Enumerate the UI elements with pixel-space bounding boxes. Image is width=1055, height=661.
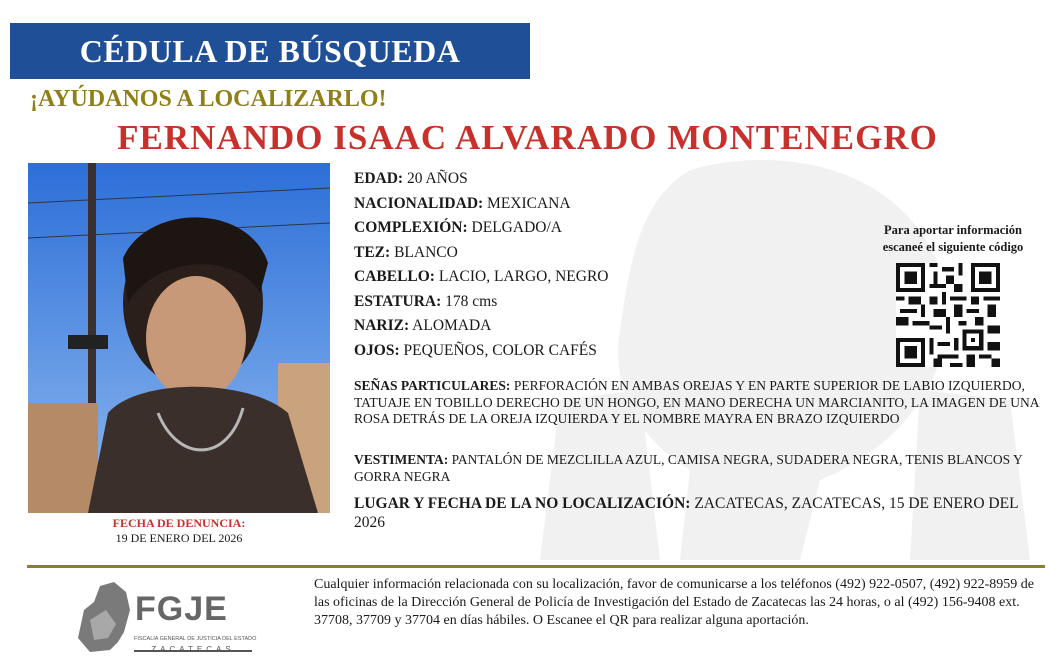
detail-label: TEZ:: [354, 243, 391, 261]
detail-label: OJOS:: [354, 341, 400, 359]
detail-value: PEQUEÑOS, COLOR CAFÉS: [403, 341, 597, 359]
distinguishing-marks: [354, 378, 1044, 428]
detail-nose: [354, 316, 834, 341]
detail-age: [354, 169, 834, 194]
detail-value: MEXICANA: [487, 194, 571, 212]
details-list: [354, 169, 834, 365]
person-name: FERNANDO ISAAC ALVARADO MONTENEGRO: [117, 118, 938, 157]
detail-value: 178 cms: [445, 292, 498, 310]
detail-value: LACIO, LARGO, NEGRO: [438, 268, 609, 285]
detail-value: ALOMADA: [412, 317, 492, 334]
person-photo: [28, 163, 330, 513]
marks-value: PERFORACIÓN EN AMBAS OREJAS Y EN PARTE SUPERIOR DE LABIO IZQUIERDO, TATUAJE EN TOBILLO DERECHO DE UN HONGO, EN MANO DERECHA UN MARCIANITO, LA IMAGEN DE UNA ROSA DETRÁS DE LA OREJA IZQUIERDA Y EL NOMBRE MAYRA EN BRAZO IZQUIERDO: [354, 378, 1039, 426]
clothing-value: PANTALÓN DE MEZCLILLA AZUL, CAMISA NEGRA, SUDADERA NEGRA, TENIS BLANCOS Y GORRA NEGRA: [354, 452, 1023, 484]
detail-label: ESTATURA:: [354, 292, 442, 310]
qr-caption-line: Para aportar información: [884, 223, 1022, 237]
tagline: ¡AYÚDANOS A LOCALIZARLO!: [30, 86, 387, 112]
last-seen-label: LUGAR Y FECHA DE LA NO LOCALIZACIÓN:: [354, 495, 691, 512]
detail-hair: [354, 267, 834, 292]
detail-build: [354, 218, 834, 243]
page-title: CÉDULA DE BÚSQUEDA: [79, 33, 461, 69]
detail-label: EDAD:: [354, 170, 404, 187]
last-seen: [354, 494, 1044, 532]
detail-value: 20 AÑOS: [406, 170, 468, 187]
detail-nationality: [354, 194, 834, 219]
detail-label: CABELLO:: [354, 268, 435, 285]
report-date-label: FECHA DE DENUNCIA:: [112, 516, 246, 530]
detail-height: [354, 292, 834, 317]
qr-code-icon[interactable]: [896, 263, 1000, 367]
qr-caption: [858, 222, 1048, 256]
logo-city: ZACATECAS: [151, 645, 235, 654]
detail-complexion: [354, 243, 834, 268]
marks-label: SEÑAS PARTICULARES:: [354, 378, 511, 393]
detail-value: DELGADO/A: [471, 219, 562, 236]
last-seen-value: ZACATECAS, ZACATECAS, 15 DE ENERO DEL 2026: [354, 495, 1018, 531]
clothing: [354, 452, 1044, 485]
report-date: 19 DE ENERO DEL 2026: [115, 531, 243, 545]
detail-label: COMPLEXIÓN:: [354, 219, 468, 236]
logo-text: FGJE: [135, 590, 228, 628]
footer-divider: [27, 565, 1045, 568]
detail-label: NARIZ:: [354, 317, 410, 334]
detail-eyes: [354, 341, 834, 366]
detail-value: BLANCO: [394, 243, 458, 261]
contact-info: Cualquier información relacionada con su localización, favor de comunicarse a los teléfonos (492) 922-0507, (492) 922-8959 de las oficinas de la Dirección General de Policía de Investigación del Estado de Zacatecas las 24 horas, o al (492) 156-9408 ext. 37708, 37709 y 37704 en días hábiles. O Escanee el QR para realizar alguna aportación.: [314, 577, 1034, 628]
clothing-label: VESTIMENTA:: [354, 452, 449, 467]
detail-label: NACIONALIDAD:: [354, 194, 484, 212]
qr-caption-line: escaneé el siguiente código: [882, 240, 1024, 254]
logo-subtitle: FISCALÍA GENERAL DE JUSTICIA DEL ESTADO: [134, 636, 257, 642]
